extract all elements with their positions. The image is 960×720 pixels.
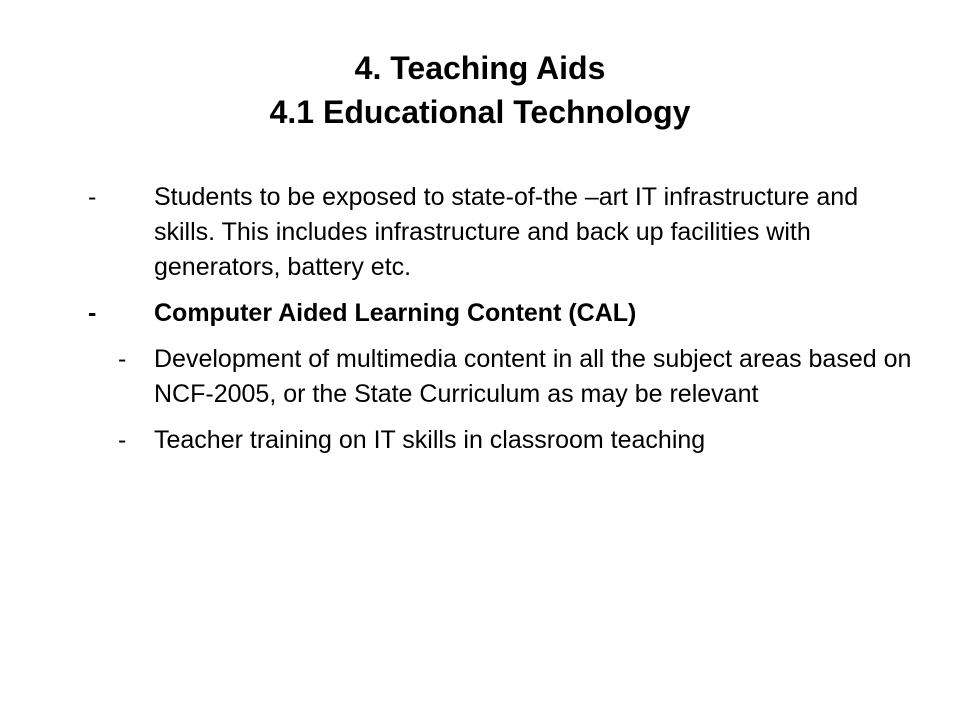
bullet-cal-heading (88, 296, 918, 331)
title-line-2: 4.1 Educational Technology (269, 94, 691, 130)
bullet-it-infrastructure (88, 180, 918, 285)
bullet-marker: - (88, 299, 97, 327)
sub-bullet-multimedia-content (88, 342, 918, 412)
bullet-marker: - (88, 183, 97, 211)
bullet-marker: - (118, 426, 127, 454)
slide-title (0, 46, 960, 134)
bullet-marker: - (118, 345, 127, 373)
slide-body (88, 180, 918, 458)
bullet-text: Computer Aided Learning Content (CAL) (154, 299, 637, 327)
bullet-text: Development of multimedia content in all the subject areas based on NCF-2005, or the State Curriculum as may be relevant (154, 345, 912, 408)
bullet-text: Students to be exposed to state-of-the –art IT infrastructure and skills. This includes infrastructure and back up facilities with generators, battery etc. (154, 183, 859, 281)
sub-bullet-teacher-training (88, 423, 918, 458)
bullet-text: Teacher training on IT skills in classroom teaching (154, 426, 706, 454)
title-line-1: 4. Teaching Aids (354, 50, 606, 86)
